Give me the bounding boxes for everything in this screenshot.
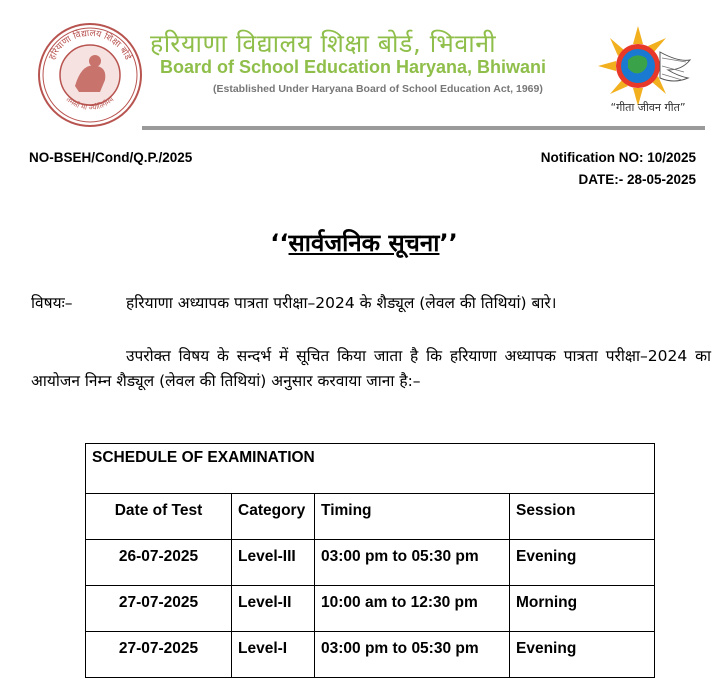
table-cell: 10:00 am to 12:30 pm bbox=[315, 586, 510, 632]
table-cell: Level-III bbox=[232, 540, 315, 586]
board-seal-logo bbox=[37, 22, 143, 128]
notification-date: DATE:- 28-05-2025 bbox=[578, 172, 696, 187]
reference-number: NO-BSEH/Cond/Q.P./2025 bbox=[29, 150, 193, 165]
motto-text: “गीता जीवन गीत” bbox=[610, 101, 686, 114]
subject-label: विषयः– bbox=[31, 294, 73, 312]
page-title: ‘‘सार्वजनिक सूचना’’ bbox=[270, 229, 458, 257]
table-cell: Level-II bbox=[232, 586, 315, 632]
column-header: Category bbox=[232, 494, 315, 540]
table-row bbox=[86, 540, 655, 586]
table-cell: 27-07-2025 bbox=[86, 586, 232, 632]
table-cell: 27-07-2025 bbox=[86, 632, 232, 678]
column-header: Timing bbox=[315, 494, 510, 540]
board-title-english: Board of School Education Haryana, Bhiwani bbox=[160, 57, 547, 77]
schedule-caption: SCHEDULE OF EXAMINATION bbox=[86, 444, 655, 494]
seal-top-text: हरियाणा विद्यालय शिक्षा बोर्ड bbox=[47, 28, 133, 62]
column-header: Session bbox=[510, 494, 655, 540]
table-cell: Morning bbox=[510, 586, 655, 632]
notification-number: Notification NO: 10/2025 bbox=[540, 150, 696, 165]
page-title-text: सार्वजनिक सूचना bbox=[288, 229, 440, 257]
body-paragraph: उपरोक्त विषय के सन्दर्भ में सूचित किया जाता है कि हरियाणा अध्यापक पात्रता परीक्षा–2024 का आयोजन निम्न शैड्यूल (लेवल की तिथियां) अनुसार करवाया जाना है:– bbox=[31, 347, 711, 390]
table-cell: Evening bbox=[510, 632, 655, 678]
table-row bbox=[86, 632, 655, 678]
header-divider bbox=[142, 126, 705, 130]
table-cell: 26-07-2025 bbox=[86, 540, 232, 586]
board-title-hindi: हरियाणा विद्यालय शिक्षा बोर्ड, भिवानी bbox=[150, 29, 497, 58]
table-cell: 03:00 pm to 05:30 pm bbox=[315, 632, 510, 678]
established-note: (Established Under Haryana Board of School Education Act, 1969) bbox=[213, 83, 543, 95]
geeta-emblem-logo bbox=[598, 22, 694, 112]
seal-bottom-text: तमसो मा ज्योतिर्गमय bbox=[64, 95, 116, 112]
column-header: Date of Test bbox=[86, 494, 232, 540]
table-cell: 03:00 pm to 05:30 pm bbox=[315, 540, 510, 586]
table-cell: Level-I bbox=[232, 632, 315, 678]
subject-text: हरियाणा अध्यापक पात्रता परीक्षा–2024 के शैड्यूल (लेवल की तिथियां) बारे। bbox=[126, 294, 557, 312]
schedule-table bbox=[85, 443, 655, 678]
table-row bbox=[86, 586, 655, 632]
table-cell: Evening bbox=[510, 540, 655, 586]
